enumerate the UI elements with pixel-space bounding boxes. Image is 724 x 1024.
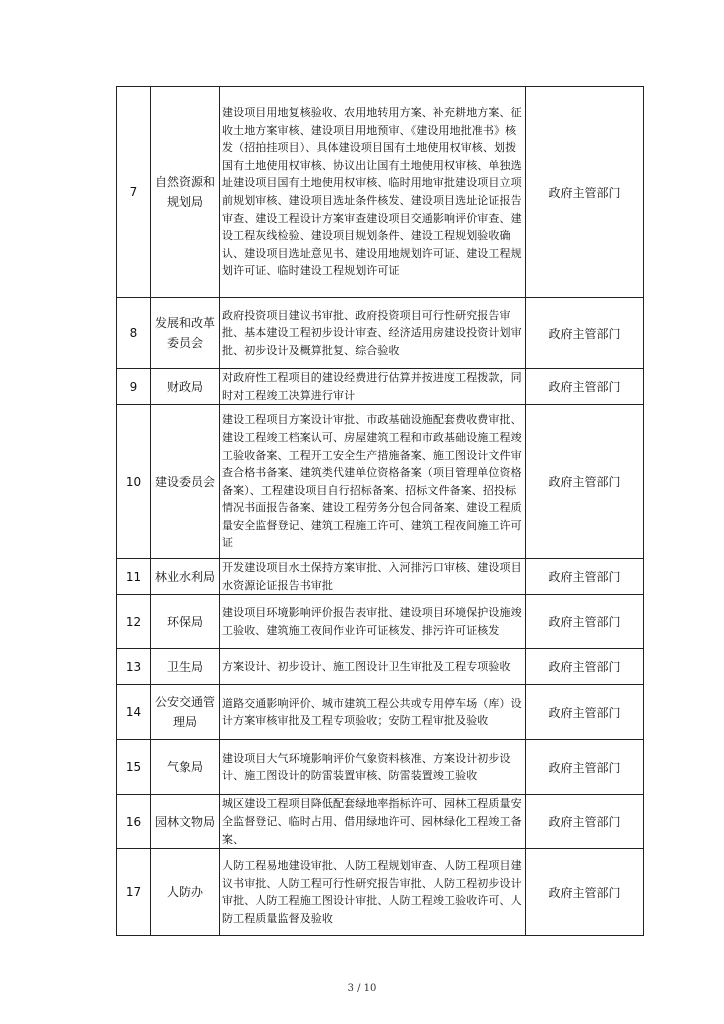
approval-items: 建设项目用地复核验收、农用地转用方案、补充耕地方案、征收土地方案审核、建设项目用地预审、《建设用地批准书》核发（招拍挂项目）、具体建设项目国有土地使用权审核、划拨国有土地使用权审核、协议出让国有土地使用权审核、单独选址建设项目国有土地使用权审核、临时用地审批建设项目立项前规划审核、建设项目选址条件核发、建设项目选址论证报告审查、建设工程设计方案审查建设项目交通影响评价审查、建设工程灰线检验、建设项目规划条件、建设工程规划验收确认、建设项目选址意见书、建设用地规划许可证、建设工程规划许可证、临时建设工程规划许可证: [220, 87, 526, 298]
department-name: 建设委员会: [151, 405, 220, 559]
row-number: 15: [117, 740, 151, 795]
table-row: [117, 795, 644, 849]
table-row: [117, 849, 644, 936]
approval-items: 方案设计、初步设计、施工图设计卫生审批及工程专项验收: [220, 649, 526, 685]
department-name: 人防办: [151, 849, 220, 936]
approval-items: 道路交通影响评价、城市建筑工程公共或专用停车场（库）设计方案审核审批及工程专项验收；安防工程审批及验收: [220, 685, 526, 740]
table-row: [117, 369, 644, 405]
responsible-party: 政府主管部门: [526, 87, 644, 298]
department-name: 公安交通管理局: [151, 685, 220, 740]
responsible-party: 政府主管部门: [526, 740, 644, 795]
table-row: [117, 649, 644, 685]
responsible-party: 政府主管部门: [526, 405, 644, 559]
table-row: [117, 87, 644, 298]
department-name: 园林文物局: [151, 795, 220, 849]
row-number: 11: [117, 559, 151, 595]
department-name: 气象局: [151, 740, 220, 795]
approval-items: 人防工程易地建设审批、人防工程规划审查、人防工程项目建议书审批、人防工程可行性研究报告审批、人防工程初步设计审批、人防工程施工图设计审批、人防工程竣工验收许可、人防工程质量监督及验收: [220, 849, 526, 936]
responsible-party: 政府主管部门: [526, 849, 644, 936]
approval-items: 建设项目大气环境影响评价气象资料核准、方案设计初步设计、施工图设计的防雷装置审核、防雷装置竣工验收: [220, 740, 526, 795]
row-number: 8: [117, 298, 151, 369]
row-number: 7: [117, 87, 151, 298]
row-number: 12: [117, 595, 151, 649]
responsible-party: 政府主管部门: [526, 795, 644, 849]
row-number: 9: [117, 369, 151, 405]
department-name: 林业水利局: [151, 559, 220, 595]
row-number: 10: [117, 405, 151, 559]
approval-items: 城区建设工程项目降低配套绿地率指标许可、园林工程质量安全监督登记、临时占用、借用绿地许可、园林绿化工程竣工备案、: [220, 795, 526, 849]
department-name: 环保局: [151, 595, 220, 649]
table-row: [117, 740, 644, 795]
department-name: 卫生局: [151, 649, 220, 685]
row-number: 16: [117, 795, 151, 849]
table-row: [117, 685, 644, 740]
table-row: [117, 405, 644, 559]
responsible-party: 政府主管部门: [526, 685, 644, 740]
approval-items: 对政府性工程项目的建设经费进行估算并按进度工程拨款，同时对工程竣工决算进行审计: [220, 369, 526, 405]
approval-items: 建设工程项目方案设计审批、市政基础设施配套费收费审批、建设工程竣工档案认可、房屋建筑工程和市政基础设施工程竣工验收备案、工程开工安全生产措施备案、施工图设计文件审查合格书备案、建筑类代建单位资格备案（项目管理单位资格备案）、工程建设项目自行招标备案、招标文件备案、招投标情况书面报告备案、建设工程劳务分包合同备案、建设工程质量安全监督登记、建筑工程施工许可、建筑工程夜间施工许可证: [220, 405, 526, 559]
department-name: 发展和改革委员会: [151, 298, 220, 369]
page-number: 3 / 10: [347, 983, 377, 994]
row-number: 14: [117, 685, 151, 740]
department-name: 自然资源和规划局: [151, 87, 220, 298]
document-sheet: [116, 86, 644, 936]
department-name: 财政局: [151, 369, 220, 405]
responsible-party: 政府主管部门: [526, 595, 644, 649]
approval-items: 建设项目环境影响评价报告表审批、建设项目环境保护设施竣工验收、建筑施工夜间作业许可证核发、排污许可证核发: [220, 595, 526, 649]
responsible-party: 政府主管部门: [526, 649, 644, 685]
table-row: [117, 595, 644, 649]
row-number: 17: [117, 849, 151, 936]
responsible-party: 政府主管部门: [526, 369, 644, 405]
responsible-party: 政府主管部门: [526, 559, 644, 595]
department-approval-table: [116, 86, 644, 936]
table-row: [117, 298, 644, 369]
table-row: [117, 559, 644, 595]
approval-items: 政府投资项目建议书审批、政府投资项目可行性研究报告审批、基本建设工程初步设计审查、经济适用房建设投资计划审批、初步设计及概算批复、综合验收: [220, 298, 526, 369]
row-number: 13: [117, 649, 151, 685]
approval-items: 开发建设项目水土保持方案审批、入河排污口审核、建设项目水资源论证报告书审批: [220, 559, 526, 595]
responsible-party: 政府主管部门: [526, 298, 644, 369]
